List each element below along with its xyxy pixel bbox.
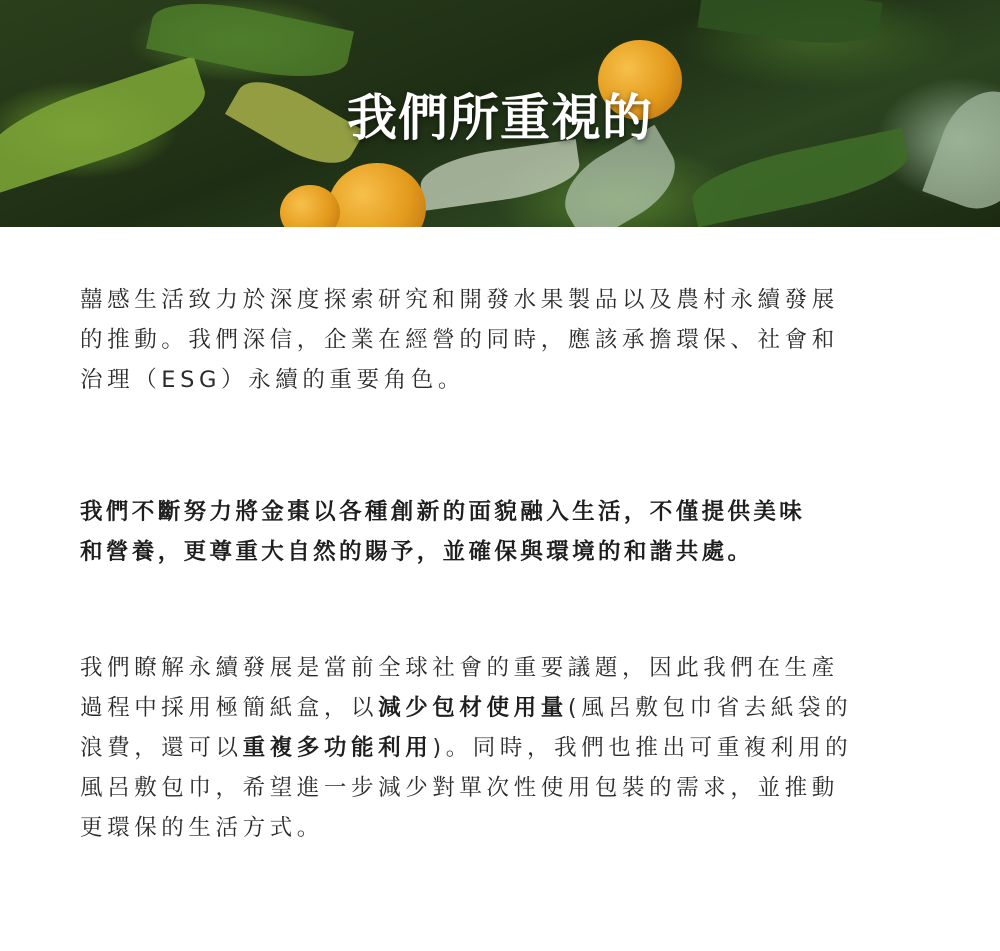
text-segment: (風呂敷包巾省去紙袋的 (567, 695, 853, 721)
text-line: 風呂敷包巾，希望進一步減少對單次性使用包裝的需求，並推動 (80, 775, 839, 801)
emphasis-text: 重複多功能利用 (242, 735, 433, 761)
text-segment: 浪費，還可以 (80, 735, 243, 761)
emphasis-text: 減少包材使用量 (378, 695, 568, 721)
text-line (80, 728, 930, 768)
text-line: 更環保的生活方式。 (80, 815, 324, 841)
text-line: 的推動。我們深信，企業在經營的同時，應該承擔環保、社會和 (80, 327, 839, 353)
text-line (80, 688, 930, 728)
text-line: 治理（ESG）永續的重要角色。 (80, 367, 465, 393)
text-line: 和營養，更尊重大自然的賜予，並確保與環境的和諧共處。 (80, 539, 754, 565)
leaf-decoration (697, 0, 882, 52)
text-segment: )。同時，我們也推出可重複利用的 (432, 735, 853, 761)
paragraph-intro (80, 280, 930, 400)
text-segment: 過程中採用極簡紙盒，以 (80, 695, 379, 721)
text-line: 我們不斷努力將金棗以各種創新的面貌融入生活，不僅提供美味 (80, 499, 806, 525)
page-title: 我們所重視的 (347, 88, 653, 147)
text-line: 囍感生活致力於深度探索研究和開發水果製品以及農村永續發展 (80, 287, 839, 313)
paragraph-highlight (80, 492, 930, 572)
text-line: 我們瞭解永續發展是當前全球社會的重要議題，因此我們在生產 (80, 655, 839, 681)
paragraph-sustainability (80, 648, 930, 848)
kumquat-fruit (328, 163, 426, 227)
hero-banner (0, 0, 1000, 227)
